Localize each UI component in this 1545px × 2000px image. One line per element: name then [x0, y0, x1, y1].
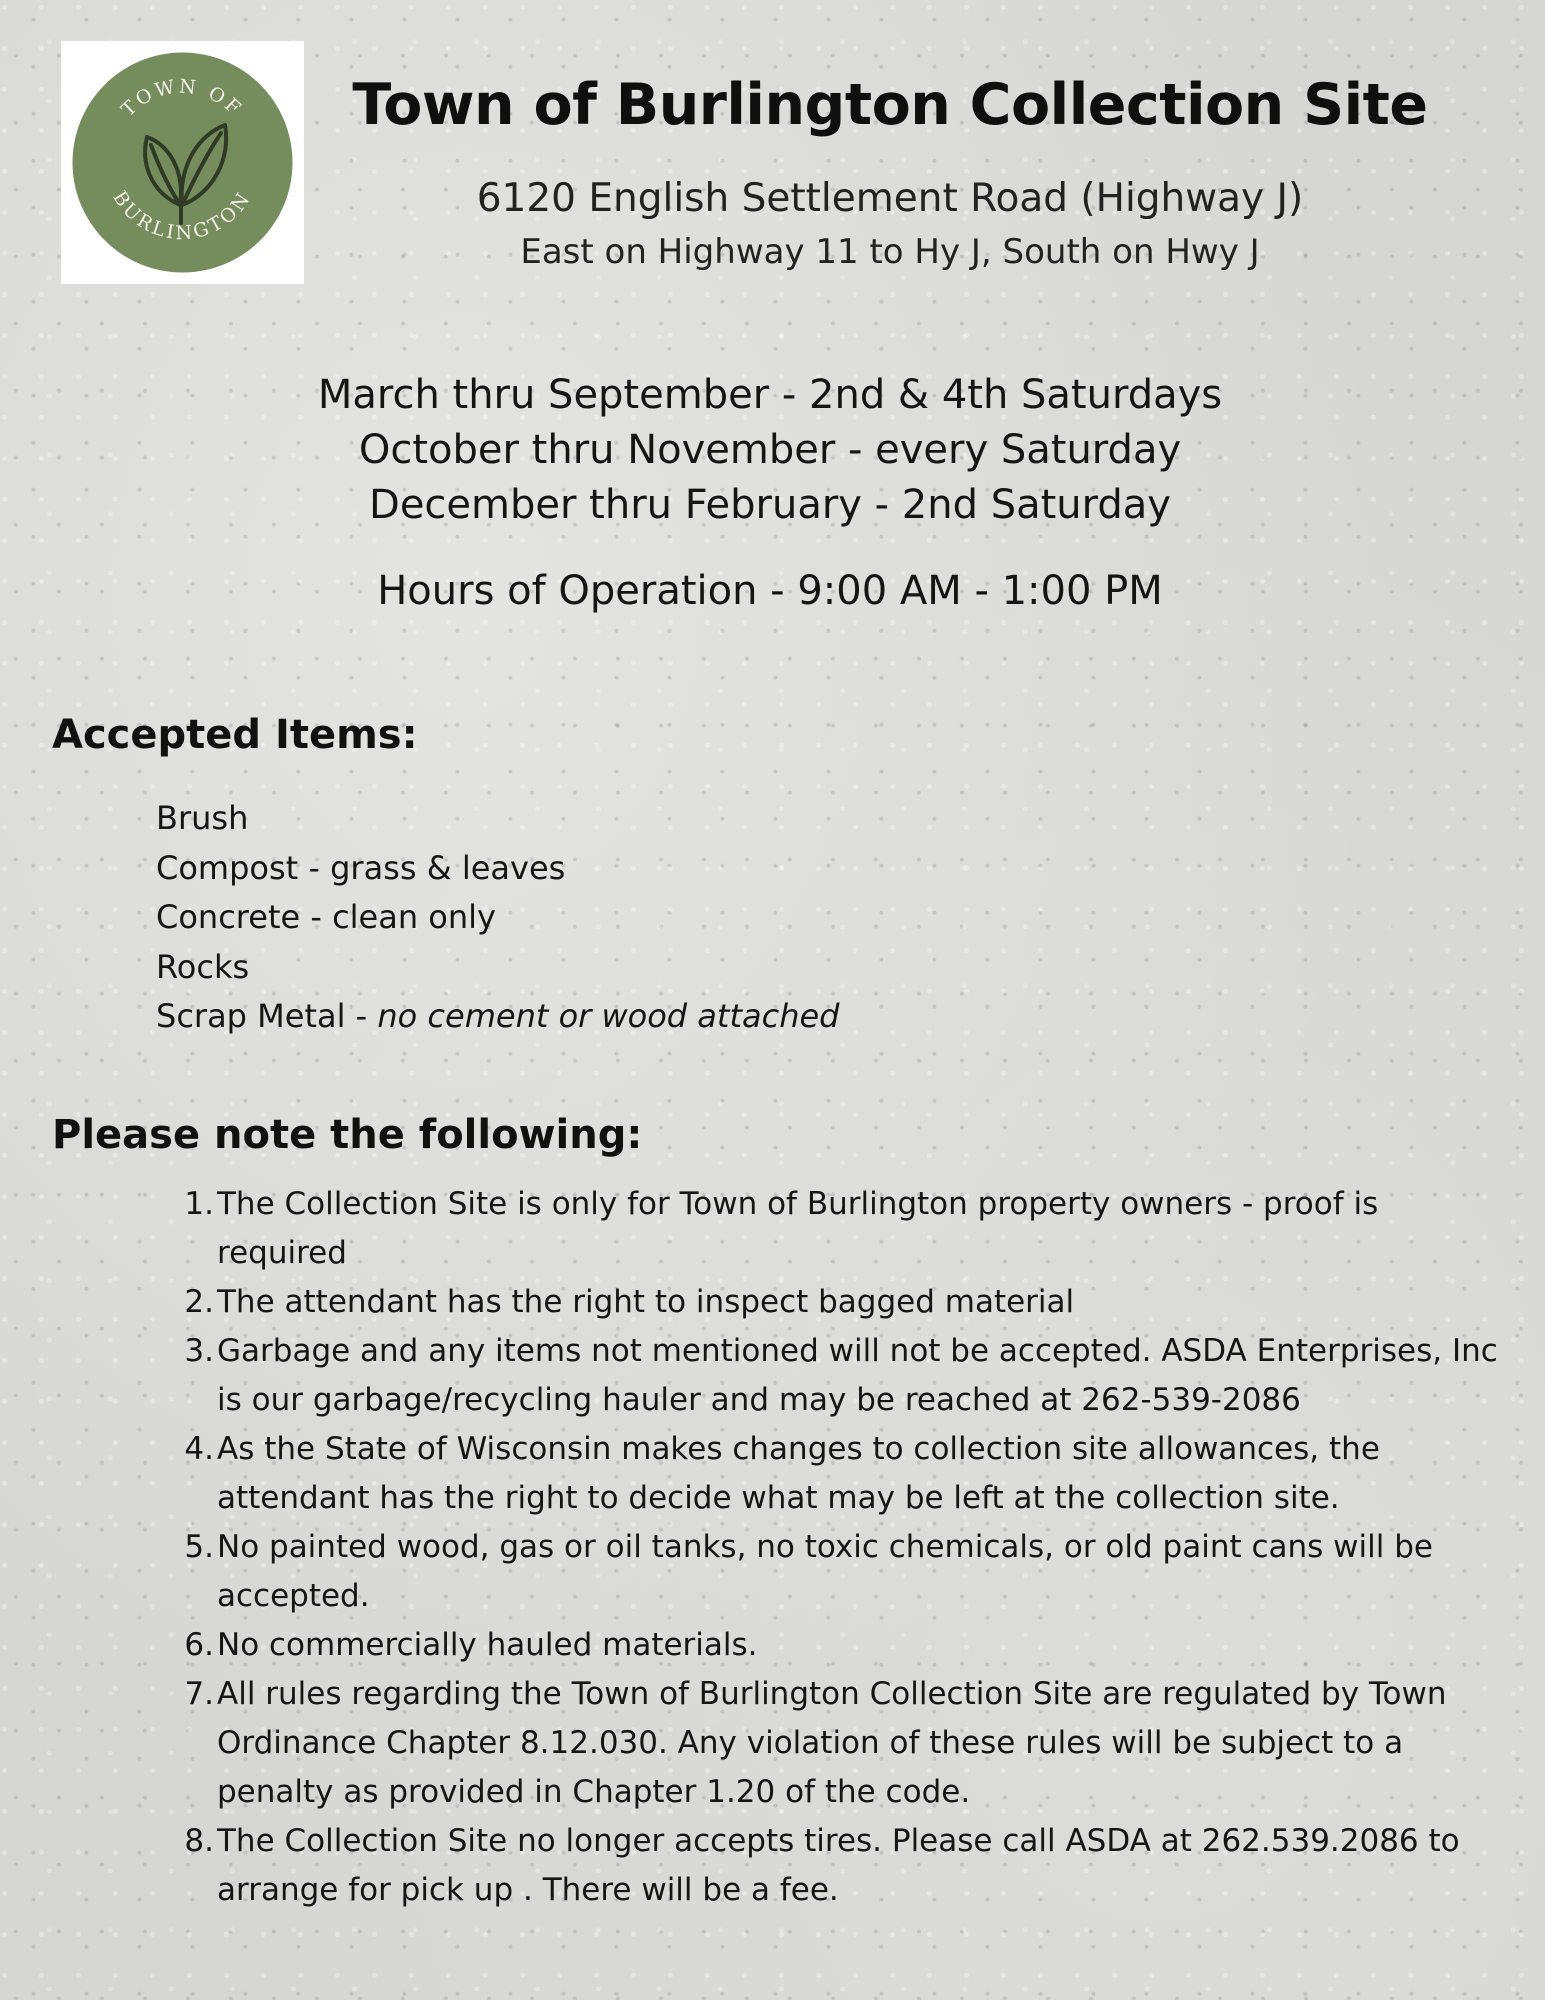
- list-item: [156, 992, 839, 1042]
- notes-list: [172, 1180, 1502, 1915]
- town-logo: [61, 41, 304, 284]
- scrap-metal-label: Scrap Metal -: [156, 997, 378, 1035]
- list-item: [172, 1425, 1502, 1523]
- item-text: No commercially hauled materials.: [217, 1627, 758, 1663]
- item-text: The Collection Site is only for Town of Burlington property owners - proof is required: [217, 1186, 1379, 1271]
- list-item: [172, 1621, 1502, 1670]
- schedule-line: October thru November - every Saturday: [358, 427, 1182, 473]
- list-item: [172, 1670, 1502, 1817]
- item-text: The attendant has the right to inspect bagged material: [217, 1284, 1075, 1320]
- list-item: Rocks: [156, 947, 250, 986]
- item-text: As the State of Wisconsin makes changes to collection site allowances, the attendant has the right to decide what may be left at the collection site.: [217, 1431, 1380, 1516]
- item-text: The Collection Site no longer accepts tires. Please call ASDA at 262.539.2086 to arrange for pick up . There will be a fee.: [217, 1823, 1460, 1908]
- schedule-line: March thru September - 2nd & 4th Saturdays: [317, 372, 1223, 418]
- site-directions: East on Highway 11 to Hy J, South on Hwy J: [520, 232, 1260, 272]
- hours-of-operation: Hours of Operation - 9:00 AM - 1:00 PM: [377, 568, 1163, 614]
- list-item: [172, 1817, 1502, 1915]
- list-item: [172, 1327, 1502, 1425]
- list-item: [172, 1523, 1502, 1621]
- logo-top-text: TOWN OF: [117, 75, 247, 121]
- notes-heading: Please note the following:: [52, 1112, 643, 1158]
- item-number: 5.: [184, 1529, 214, 1565]
- list-item: Brush: [156, 799, 249, 837]
- schedule-block: [200, 368, 1340, 533]
- list-item: [172, 1278, 1502, 1327]
- schedule-line: December thru February - 2nd Saturday: [369, 482, 1171, 528]
- leaf-icon: [61, 41, 304, 284]
- scrap-metal-note: no cement or wood attached: [377, 997, 840, 1035]
- logo-bottom-text: BURLINGTON: [108, 186, 256, 245]
- item-number: 1.: [184, 1186, 214, 1222]
- item-number: 2.: [184, 1284, 214, 1320]
- list-item: Compost - grass & leaves: [156, 848, 566, 887]
- item-number: 3.: [184, 1333, 214, 1369]
- item-number: 8.: [184, 1823, 214, 1859]
- item-number: 4.: [184, 1431, 214, 1467]
- item-text: Garbage and any items not mentioned will not be accepted. ASDA Enterprises, Inc is our garbage/recycling hauler and may be reached at 262-539-2086: [217, 1333, 1498, 1418]
- item-number: 6.: [184, 1627, 214, 1663]
- page-title: Town of Burlington Collection Site: [352, 72, 1428, 138]
- list-item: Concrete - clean only: [156, 898, 496, 936]
- item-text: All rules regarding the Town of Burlington Collection Site are regulated by Town Ordinance Chapter 8.12.030. Any violation of these rules will be subject to a penalty as provided in Chapter 1.20 of the code.: [217, 1676, 1447, 1810]
- item-number: 7.: [184, 1676, 214, 1712]
- accepted-items-list: [156, 794, 839, 1042]
- accepted-items-heading: Accepted Items:: [52, 712, 418, 758]
- site-address: 6120 English Settlement Road (Highway J): [476, 176, 1304, 221]
- item-text: No painted wood, gas or oil tanks, no toxic chemicals, or old paint cans will be accepted.: [217, 1529, 1433, 1614]
- list-item: [172, 1180, 1502, 1278]
